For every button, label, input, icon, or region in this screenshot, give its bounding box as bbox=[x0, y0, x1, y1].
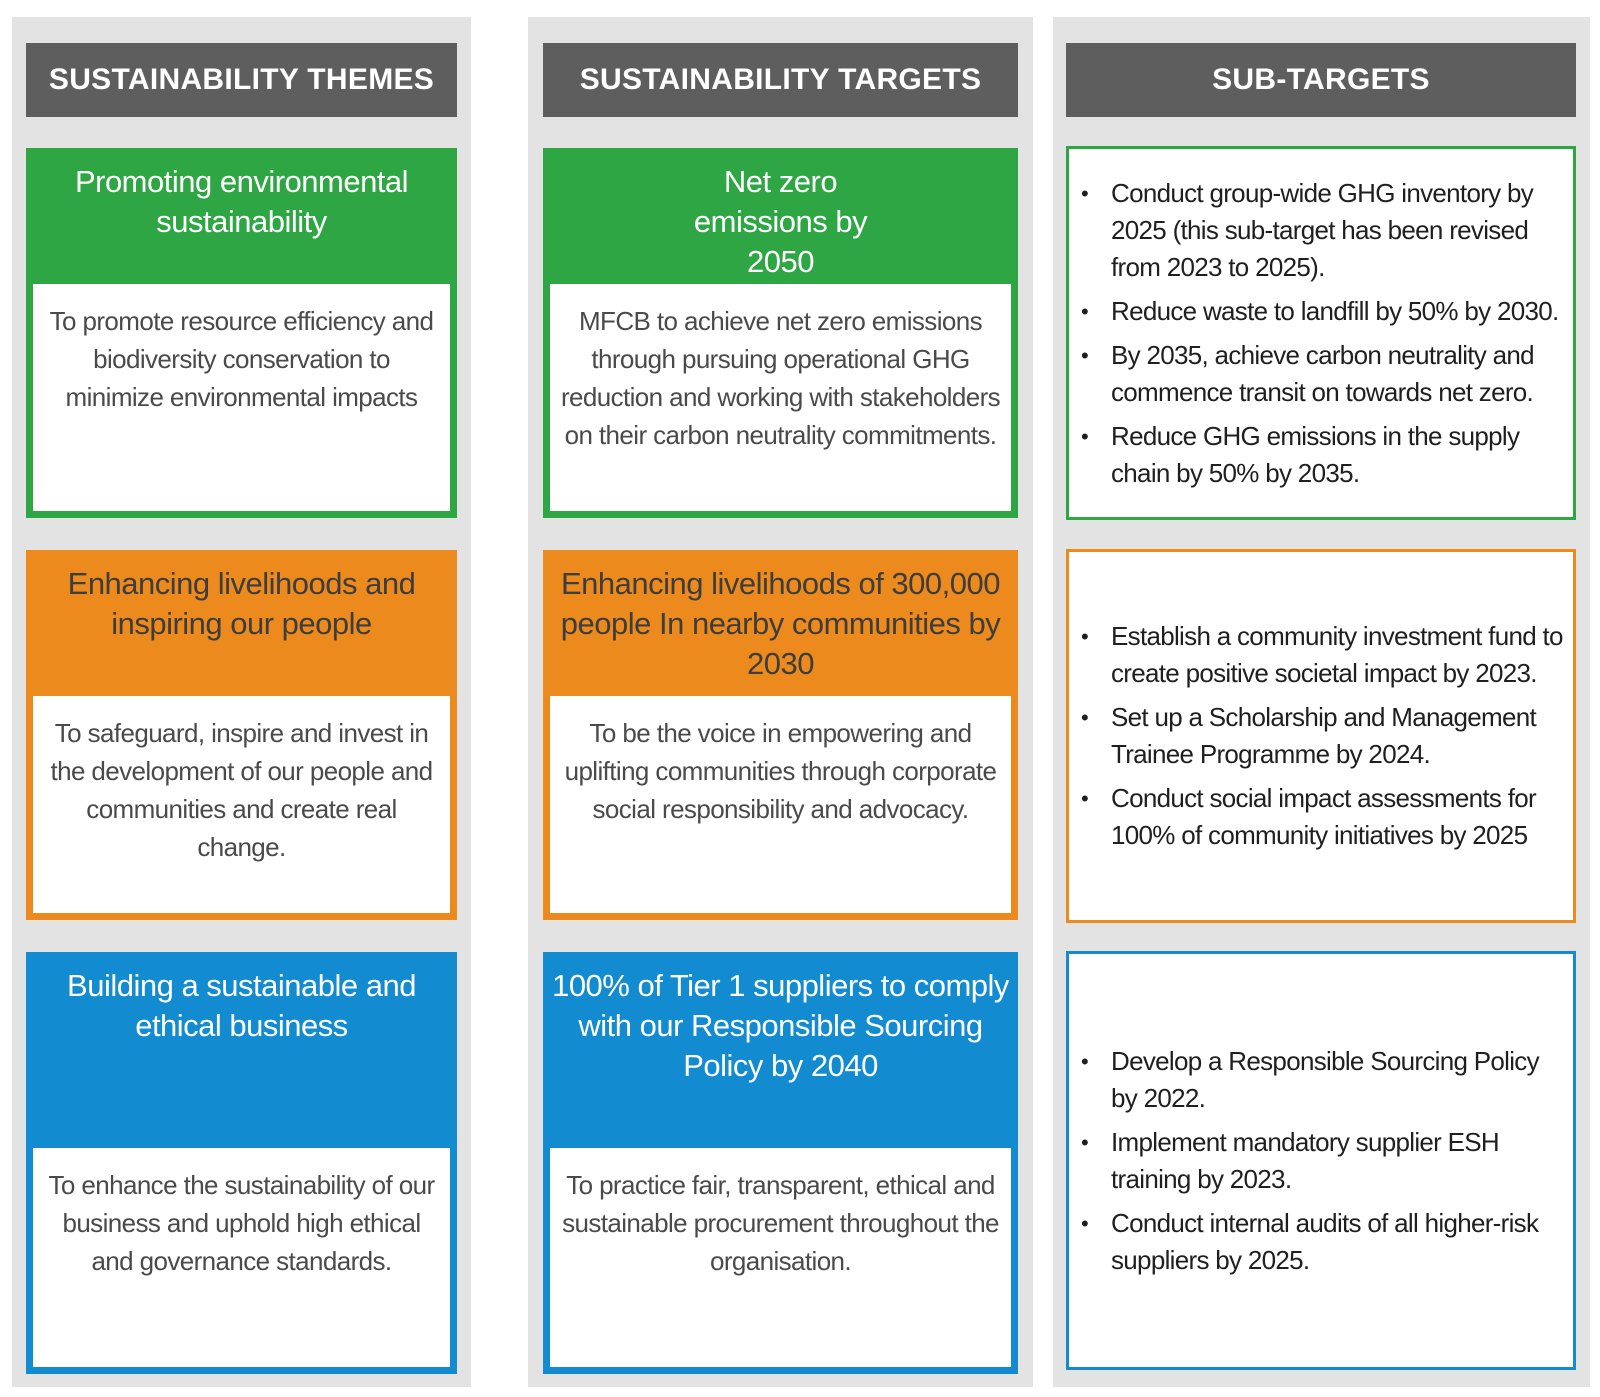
theme-title: Enhancing livelihoods and inspiring our people bbox=[67, 566, 416, 641]
target-description: To practice fair, transparent, ethical and sustainable procurement throughout the organisation. bbox=[550, 1148, 1011, 1367]
theme-card-livelihoods bbox=[26, 550, 457, 920]
target-title: Net zero emissions by 2050 bbox=[693, 164, 868, 279]
subtarget-item: • Develop a Responsible Sourcing Policy by 2022. bbox=[1111, 1043, 1565, 1117]
target-title: 100% of Tier 1 suppliers to comply with our Responsible Sourcing Policy by 2040 bbox=[552, 968, 1009, 1083]
theme-card-ethical-business bbox=[26, 952, 457, 1374]
target-card-responsible-sourcing bbox=[543, 952, 1018, 1374]
theme-description: To enhance the sustainability of our business and uphold high ethical and governance standards. bbox=[33, 1148, 450, 1367]
subtargets-box-livelihoods bbox=[1066, 549, 1576, 923]
subtargets-list bbox=[1079, 175, 1565, 492]
theme-description: To promote resource efficiency and biodiversity conservation to minimize environmental impacts bbox=[33, 284, 450, 511]
subtargets-box-ethical-business bbox=[1066, 951, 1576, 1370]
subtarget-item: • Establish a community investment fund to create positive societal impact by 2023. bbox=[1111, 618, 1565, 692]
subtargets-list bbox=[1079, 618, 1565, 854]
target-description: To be the voice in empowering and uplifting communities through corporate social responsibility and advocacy. bbox=[550, 696, 1011, 913]
subtargets-box-environment bbox=[1066, 146, 1576, 520]
subtargets-list bbox=[1079, 1043, 1565, 1279]
targets-header: SUSTAINABILITY TARGETS bbox=[543, 43, 1018, 117]
target-card-livelihoods bbox=[543, 550, 1018, 920]
theme-title: Promoting environmental sustainability bbox=[74, 164, 409, 239]
theme-description: To safeguard, inspire and invest in the development of our people and communities and create real change. bbox=[33, 696, 450, 913]
subtargets-header: SUB-TARGETS bbox=[1066, 43, 1576, 117]
subtarget-item: • Reduce GHG emissions in the supply chain by 50% by 2035. bbox=[1111, 418, 1565, 492]
subtarget-item: • Conduct social impact assessments for 100% of community initiatives by 2025 bbox=[1111, 780, 1565, 854]
target-title: Enhancing livelihoods of 300,000 people In nearby communities by 2030 bbox=[560, 566, 1001, 681]
theme-title: Building a sustainable and ethical business bbox=[67, 968, 416, 1043]
subtarget-item: • Conduct internal audits of all higher-risk suppliers by 2025. bbox=[1111, 1205, 1565, 1279]
subtarget-item: • Set up a Scholarship and Management Trainee Programme by 2024. bbox=[1111, 699, 1565, 773]
subtarget-item: • Reduce waste to landfill by 50% by 2030. bbox=[1111, 293, 1565, 330]
target-card-net-zero bbox=[543, 148, 1018, 518]
subtarget-item: • Conduct group-wide GHG inventory by 2025 (this sub-target has been revised from 2023 to 2025). bbox=[1111, 175, 1565, 286]
subtarget-item: • By 2035, achieve carbon neutrality and commence transit on towards net zero. bbox=[1111, 337, 1565, 411]
target-description: MFCB to achieve net zero emissions through pursuing operational GHG reduction and working with stakeholders on their carbon neutrality commitments. bbox=[550, 284, 1011, 511]
themes-header: SUSTAINABILITY THEMES bbox=[26, 43, 457, 117]
theme-card-environment bbox=[26, 148, 457, 518]
subtarget-item: • Implement mandatory supplier ESH training by 2023. bbox=[1111, 1124, 1565, 1198]
